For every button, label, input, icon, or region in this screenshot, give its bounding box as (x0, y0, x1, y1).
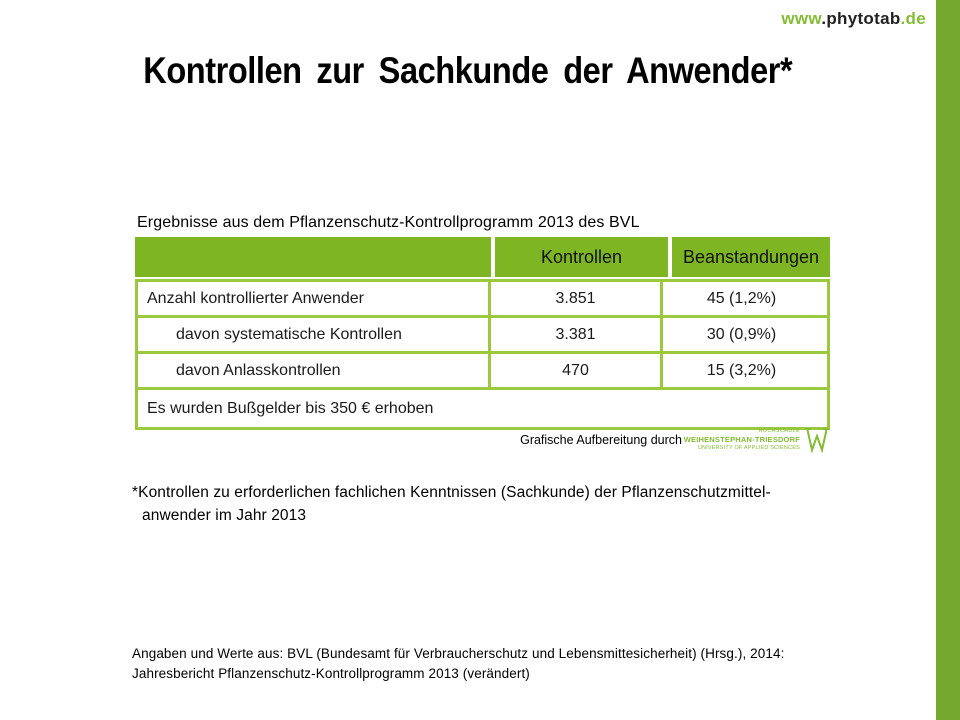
footnote-line1: *Kontrollen zu erforderlichen fachlichen Kenntnissen (Sachkunde) der Pflanzenschutzmittel- (132, 484, 771, 501)
row-label: davon systematische Kontrollen (138, 318, 491, 351)
hswt-logo (684, 427, 830, 453)
table-caption: Ergebnisse aus dem Pflanzenschutz-Kontrollprogramm 2013 des BVL (137, 214, 640, 231)
footnote-line2: anwender im Jahr 2013 (142, 507, 307, 524)
results-table (135, 237, 830, 430)
table-row (138, 318, 827, 354)
source-line1: Angaben und Werte aus: BVL (Bundesamt für Verbraucherschutz und Lebensmittesicherheit) (Hrsg.), 2014: (132, 646, 785, 661)
attribution (135, 427, 830, 457)
hswt-logo-mark-icon (804, 427, 830, 453)
page-title: Kontrollen zur Sachkunde der Anwender* (143, 50, 793, 91)
right-accent-bar (936, 0, 960, 720)
source-reference (132, 644, 784, 684)
column-header-beanstandungen: Beanstandungen (672, 237, 830, 277)
table-body (135, 279, 830, 430)
column-header-empty (135, 237, 491, 277)
table-row (138, 282, 827, 318)
hswt-line-hochschule: HOCHSCHULE (758, 428, 800, 435)
cell-kontrollen: 470 (491, 354, 663, 387)
table-row (138, 354, 827, 390)
phytotab-wordmark (781, 9, 926, 29)
table-header-row (135, 237, 830, 277)
wordmark-www: www (781, 9, 822, 28)
footer-row-text: Es wurden Bußgelder bis 350 € erhoben (147, 399, 434, 417)
table-footer-row (138, 390, 827, 427)
row-label: davon Anlasskontrollen (138, 354, 491, 387)
source-line2: Jahresbericht Pflanzenschutz-Kontrollprogramm 2013 (verändert) (132, 666, 530, 681)
row-label: Anzahl kontrollierter Anwender (138, 282, 491, 315)
cell-kontrollen: 3.851 (491, 282, 663, 315)
hswt-line-university: UNIVERSITY OF APPLIED SCIENCES (697, 444, 800, 451)
cell-beanstandungen: 15 (3,2%) (706, 361, 777, 379)
cell-beanstandungen: 30 (0,9%) (706, 325, 777, 343)
cell-beanstandungen: 45 (1,2%) (706, 289, 777, 307)
wordmark-tld: .de (900, 9, 926, 28)
hswt-logo-text (684, 428, 800, 451)
column-header-kontrollen: Kontrollen (495, 237, 668, 277)
attribution-text: Grafische Aufbereitung durch (520, 433, 682, 447)
wordmark-name: .phytotab (821, 9, 901, 28)
footnote (132, 481, 771, 527)
cell-kontrollen: 3.381 (491, 318, 663, 351)
hswt-line-weihenstephan: WEIHENSTEPHAN-TRIESDORF (683, 435, 800, 445)
